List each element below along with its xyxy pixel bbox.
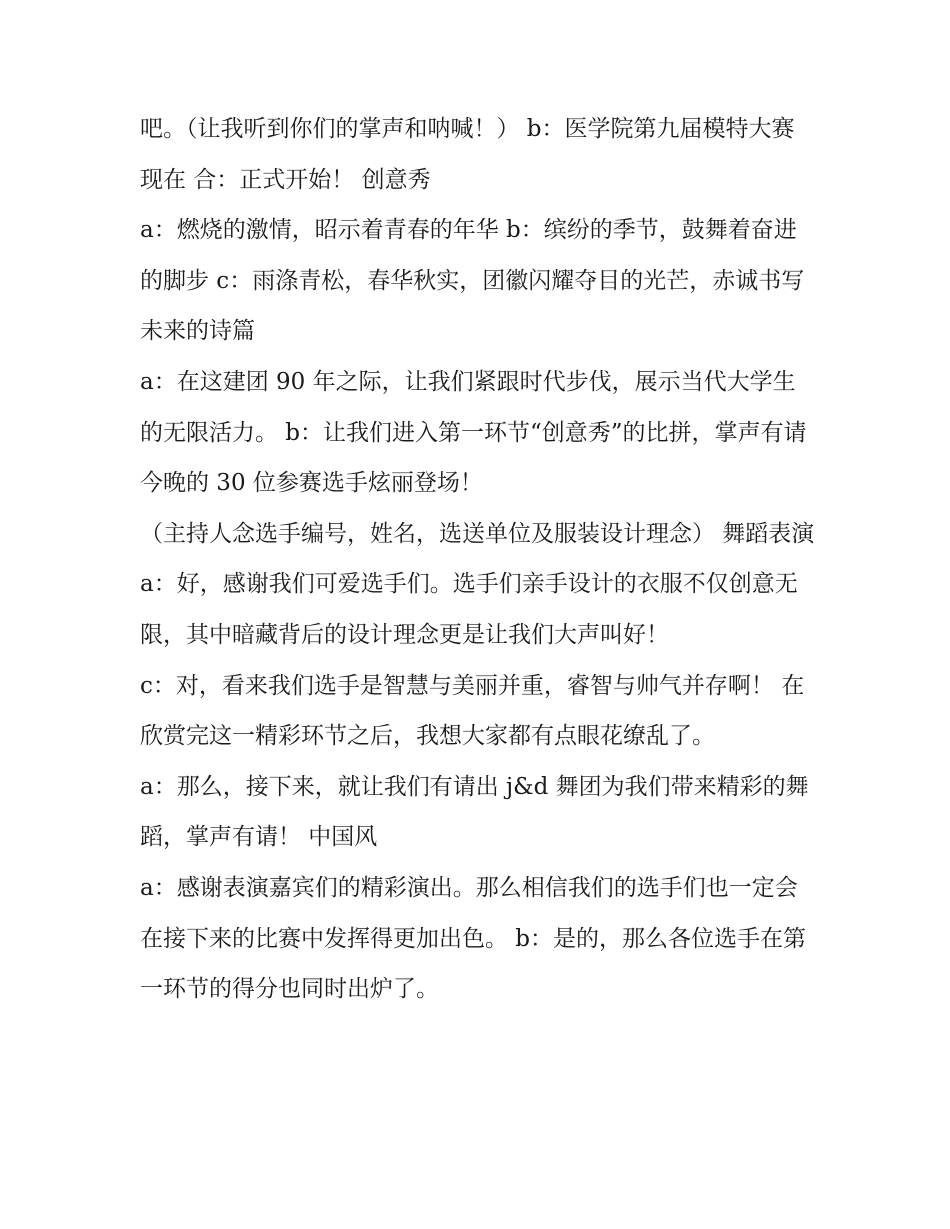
paragraph: 吧。（让我听到你们的掌声和呐喊！） b：医学院第九届模特大赛现在 合：正式开始！ 创意秀 xyxy=(140,116,795,193)
paragraph: a：燃烧的激情，昭示着青春的年华 b：缤纷的季节，鼓舞着奋进的脚步 c：雨涤青松，春华秋实，团徽闪耀夺目的光芒，赤诚书写未来的诗篇 xyxy=(140,217,805,345)
paragraph: a：好，感谢我们可爱选手们。选手们亲手设计的衣服不仅创意无限，其中暗藏背后的设计理念更是让我们大声叫好！ xyxy=(140,571,798,648)
paragraph: a：那么，接下来，就让我们有请出 j&d 舞团为我们带来精彩的舞蹈，掌声有请！ 中国风 xyxy=(140,773,809,851)
paragraph: a：在这建团 90 年之际，让我们紧跟时代步伐，展示当代大学生的无限活力。 b：让我们进入第一环节“创意秀”的比拼，掌声有请今晚的 30 位参赛选手炫丽登场！ xyxy=(140,368,807,497)
paragraph: a：感谢表演嘉宾们的精彩演出。那么相信我们的选手们也一定会在接下来的比赛中发挥得更加出色。 b：是的，那么各位选手在第一环节的得分也同时出炉了。 xyxy=(140,874,807,1003)
paragraph: （主持人念选手编号，姓名，选送单位及服装设计理念） 舞蹈表演 xyxy=(140,520,815,547)
document-body xyxy=(140,104,815,1015)
paragraph: c：对，看来我们选手是智慧与美丽并重，睿智与帅气并存啊！ 在欣赏完这一精彩环节之后，我想大家都有点眼花缭乱了。 xyxy=(140,672,805,750)
